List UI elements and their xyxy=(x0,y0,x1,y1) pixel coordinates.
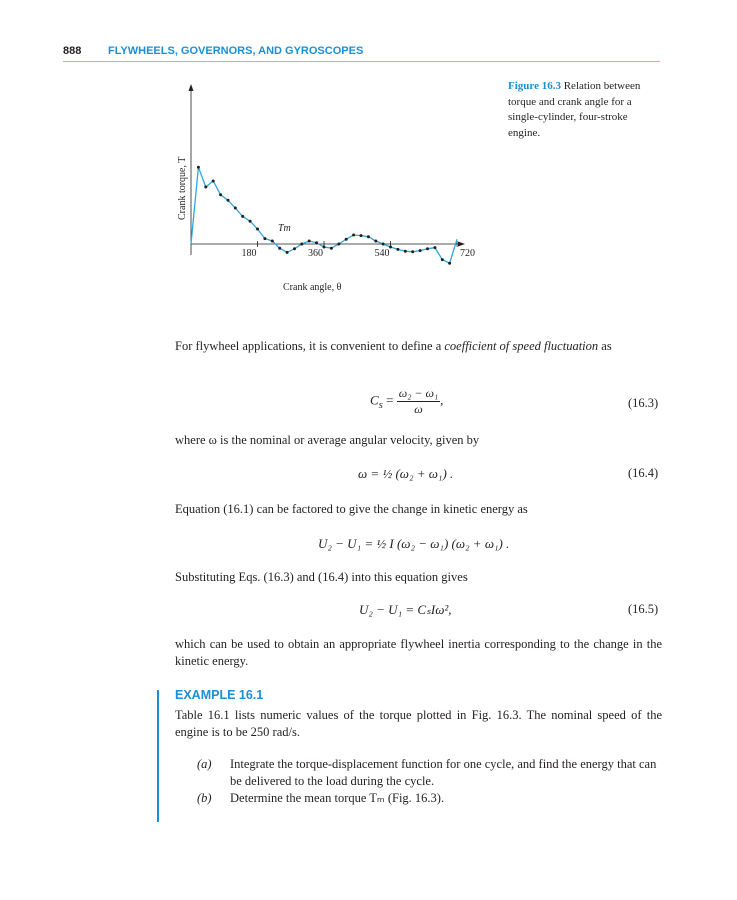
task-a-label: (a) xyxy=(197,757,212,771)
mean-torque-label: Tm xyxy=(278,223,291,234)
eq3-comma: , xyxy=(440,392,444,408)
eq3-lhs-sub: s xyxy=(378,399,383,412)
page-number: 888 xyxy=(63,45,82,57)
data-point xyxy=(271,240,274,243)
x-axis-label: Crank angle, θ xyxy=(283,282,342,293)
data-point xyxy=(419,249,422,252)
task-b-label: (b) xyxy=(197,791,212,805)
y-axis-label: Crank torque, T xyxy=(177,156,188,220)
example-statement: Table 16.1 lists numeric values of the torque plotted in Fig. 16.3. The nominal speed of the engine is to be 250 rad/s. xyxy=(175,708,662,739)
eq3-fraction xyxy=(397,386,440,417)
task-b-text: Determine the mean torque Tₘ (Fig. 16.3). xyxy=(230,791,445,805)
data-point xyxy=(212,180,215,183)
data-point xyxy=(234,207,237,210)
paragraph-nominal-velocity: where ω is the nominal or average angular velocity, given by xyxy=(175,433,480,447)
data-point xyxy=(249,220,252,223)
data-point xyxy=(197,166,200,169)
eq3-denominator: ω xyxy=(414,402,423,416)
data-point xyxy=(256,228,259,231)
data-point xyxy=(204,186,207,189)
data-point xyxy=(308,240,311,243)
task-a-text: Integrate the torque-displacement function for one cycle, and find the energy that can be delivered to the load during the cycle. xyxy=(230,757,657,788)
data-point xyxy=(286,251,289,254)
caption-text: Relation between torque and crank angle for a single-cylinder, four-stroke engine. xyxy=(508,80,641,139)
data-point xyxy=(293,247,296,250)
y-axis-arrow xyxy=(189,84,194,91)
example-side-bar xyxy=(157,690,159,822)
data-point xyxy=(426,247,429,250)
equation-number-16-4: (16.4) xyxy=(628,466,659,480)
torque-curve xyxy=(191,167,457,263)
paragraph-kinetic-energy: Equation (16.1) can be factored to give the change in kinetic energy as xyxy=(175,502,528,516)
data-point xyxy=(367,235,370,238)
data-points xyxy=(197,166,451,265)
data-point xyxy=(374,240,377,243)
eq3-lhs: C xyxy=(370,392,379,408)
equation-number-16-5: (16.5) xyxy=(628,602,659,616)
equation-factored: U₂ − U₁ = ½ I (ω₂ − ω₁) (ω₂ + ω₁) . xyxy=(318,536,510,551)
equation-16-4: ω = ½ (ω₂ + ω₁) . xyxy=(358,466,454,481)
caption-label: Figure 16.3 xyxy=(508,80,561,92)
defined-term: coefficient of speed fluctuation xyxy=(444,339,599,353)
paragraph-speed-fluctuation xyxy=(175,338,662,355)
x-tick-label: 540 xyxy=(374,248,390,259)
header-rule xyxy=(63,61,660,62)
x-tick-label: 720 xyxy=(460,248,476,259)
data-point xyxy=(382,243,385,246)
data-point xyxy=(411,250,414,253)
data-point xyxy=(219,193,222,196)
data-point xyxy=(323,246,326,249)
data-point xyxy=(263,237,266,240)
data-point xyxy=(352,234,355,237)
data-point xyxy=(241,215,244,218)
data-point xyxy=(330,247,333,250)
page-header xyxy=(63,45,660,63)
paragraph-substituting: Substituting Eqs. (16.3) and (16.4) into this equation gives xyxy=(175,570,468,584)
data-point xyxy=(389,246,392,249)
data-point xyxy=(404,250,407,253)
data-point xyxy=(337,243,340,246)
equation-16-3 xyxy=(370,386,443,417)
eq3-numerator: ω₂ − ω₁ xyxy=(398,386,439,400)
x-tick-label: 360 xyxy=(308,248,324,259)
equation-number-16-3: (16.3) xyxy=(628,396,659,410)
data-point xyxy=(448,262,451,265)
data-point xyxy=(441,258,444,261)
running-title: FLYWHEELS, GOVERNORS, AND GYROSCOPES xyxy=(108,45,364,57)
data-point xyxy=(345,238,348,241)
eq3-equals: = xyxy=(382,392,397,408)
paragraph-flywheel-inertia: which can be used to obtain an appropriate flywheel inertia corresponding to the change in the kinetic energy. xyxy=(175,637,662,668)
data-point xyxy=(227,199,230,202)
x-tick-label: 180 xyxy=(241,248,257,259)
x-axis-arrow xyxy=(458,242,465,247)
data-point xyxy=(315,241,318,244)
figure-caption xyxy=(508,79,658,141)
data-point xyxy=(433,246,436,249)
data-point xyxy=(360,234,363,237)
para1-text: For flywheel applications, it is convenient to define a xyxy=(175,339,445,353)
example-title: EXAMPLE 16.1 xyxy=(175,688,264,702)
torque-chart xyxy=(165,80,485,300)
data-point xyxy=(300,243,303,246)
data-point xyxy=(396,248,399,251)
para1-tail: as xyxy=(598,339,612,353)
data-point xyxy=(278,247,281,250)
equation-16-5: U₂ − U₁ = CₛIω², xyxy=(359,602,452,617)
